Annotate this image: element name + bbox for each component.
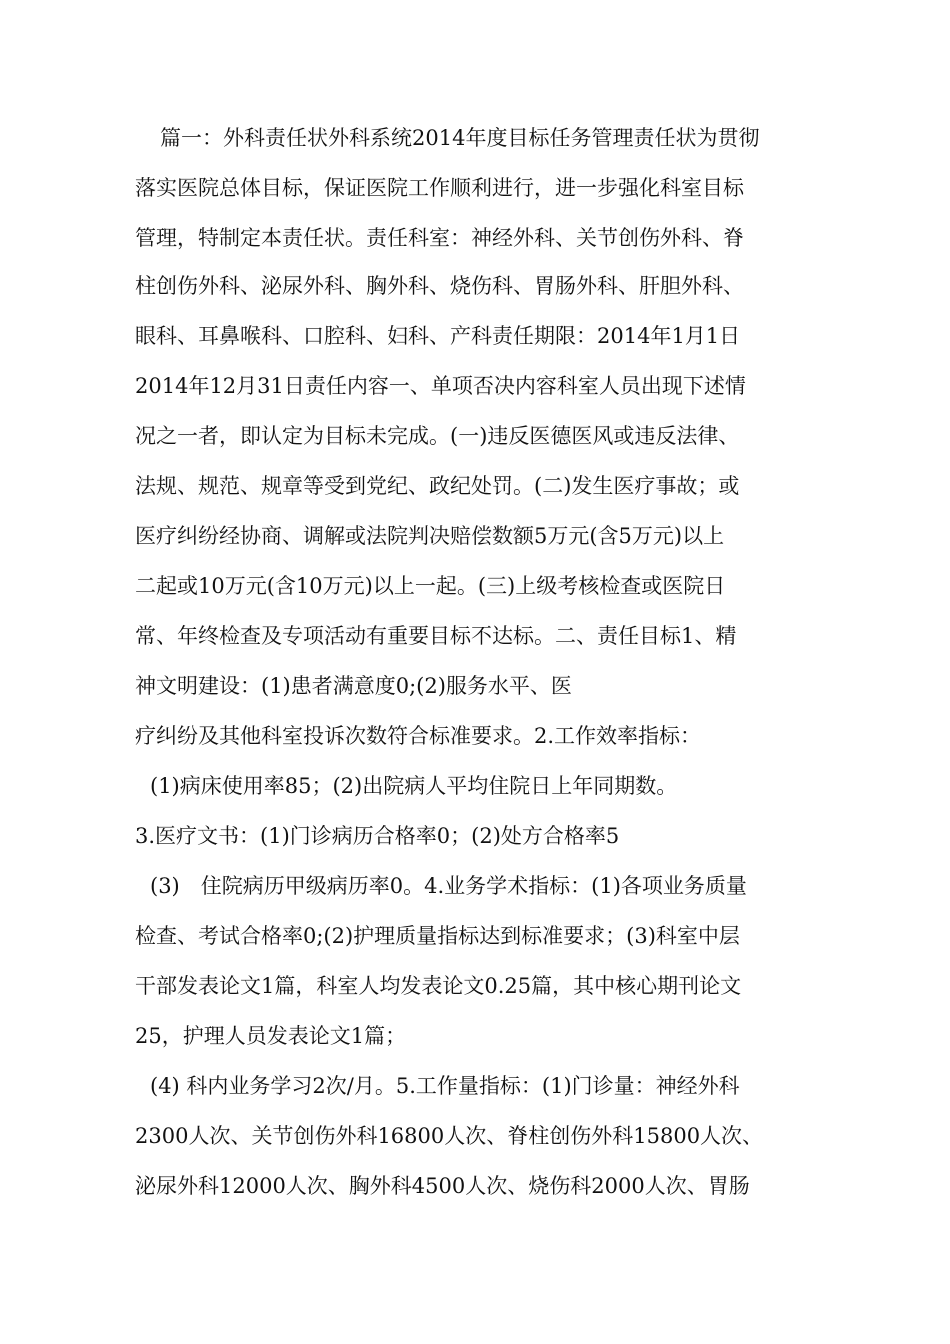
text-line-4: 柱创伤外科、泌尿外科、胸外科、烧伤科、胃肠外科、肝胆外科、 <box>135 274 744 298</box>
text-line-5: 眼科、耳鼻喉科、口腔科、妇科、产科责任期限：2014年1月1日 <box>135 324 741 348</box>
text-line-17: 检查、考试合格率0;(2)护理质量指标达到标准要求；(3)科室中层 <box>135 924 740 948</box>
text-line-8: 法规、规范、规章等受到党纪、政纪处罚。(二)发生医疗事故；或 <box>135 474 740 498</box>
text-line-16: (3) 住院病历甲级病历率0。4.业务学术指标：(1)各项业务质量 <box>150 874 747 898</box>
text-line-9: 医疗纠纷经协商、调解或法院判决赔偿数额5万元(含5万元)以上 <box>135 524 725 548</box>
text-line-7: 况之一者，即认定为目标未完成。(一)违反医德医风或违反法律、 <box>135 424 740 448</box>
text-line-21: 2300人次、关节创伤外科16800人次、脊柱创伤外科15800人次、 <box>135 1124 764 1148</box>
text-line-20: (4) 科内业务学习2次/月。5.工作量指标：(1)门诊量：神经外科 <box>150 1074 740 1098</box>
text-line-14: (1)病床使用率85；(2)出院病人平均住院日上年同期数。 <box>150 774 678 798</box>
text-line-1: 篇一：外科责任状外科系统2014年度目标任务管理责任状为贯彻 <box>160 126 760 150</box>
text-line-2: 落实医院总体目标，保证医院工作顺利进行，进一步强化科室目标 <box>135 176 744 200</box>
text-line-15: 3.医疗文书：(1)门诊病历合格率0；(2)处方合格率5 <box>135 824 620 848</box>
text-line-18: 干部发表论文1篇，科室人均发表论文0.25篇，其中核心期刊论文 <box>135 974 742 998</box>
text-line-13: 疗纠纷及其他科室投诉次数符合标准要求。2.工作效率指标： <box>135 724 702 748</box>
text-line-19: 25，护理人员发表论文1篇； <box>135 1024 407 1048</box>
text-line-10: 二起或10万元(含10万元)以上一起。(三)上级考核检查或医院日 <box>135 574 726 598</box>
text-line-22: 泌尿外科12000人次、胸外科4500人次、烧伤科2000人次、胃肠 <box>135 1174 750 1198</box>
text-line-12: 神文明建设：(1)患者满意度0;(2)服务水平、医 <box>135 674 572 698</box>
text-line-11: 常、年终检查及专项活动有重要目标不达标。二、责任目标1、精 <box>135 624 737 648</box>
text-line-6: 2014年12月31日责任内容一、单项否决内容科室人员出现下述情 <box>135 374 746 398</box>
text-line-3: 管理，特制定本责任状。责任科室：神经外科、关节创伤外科、脊 <box>135 226 744 250</box>
